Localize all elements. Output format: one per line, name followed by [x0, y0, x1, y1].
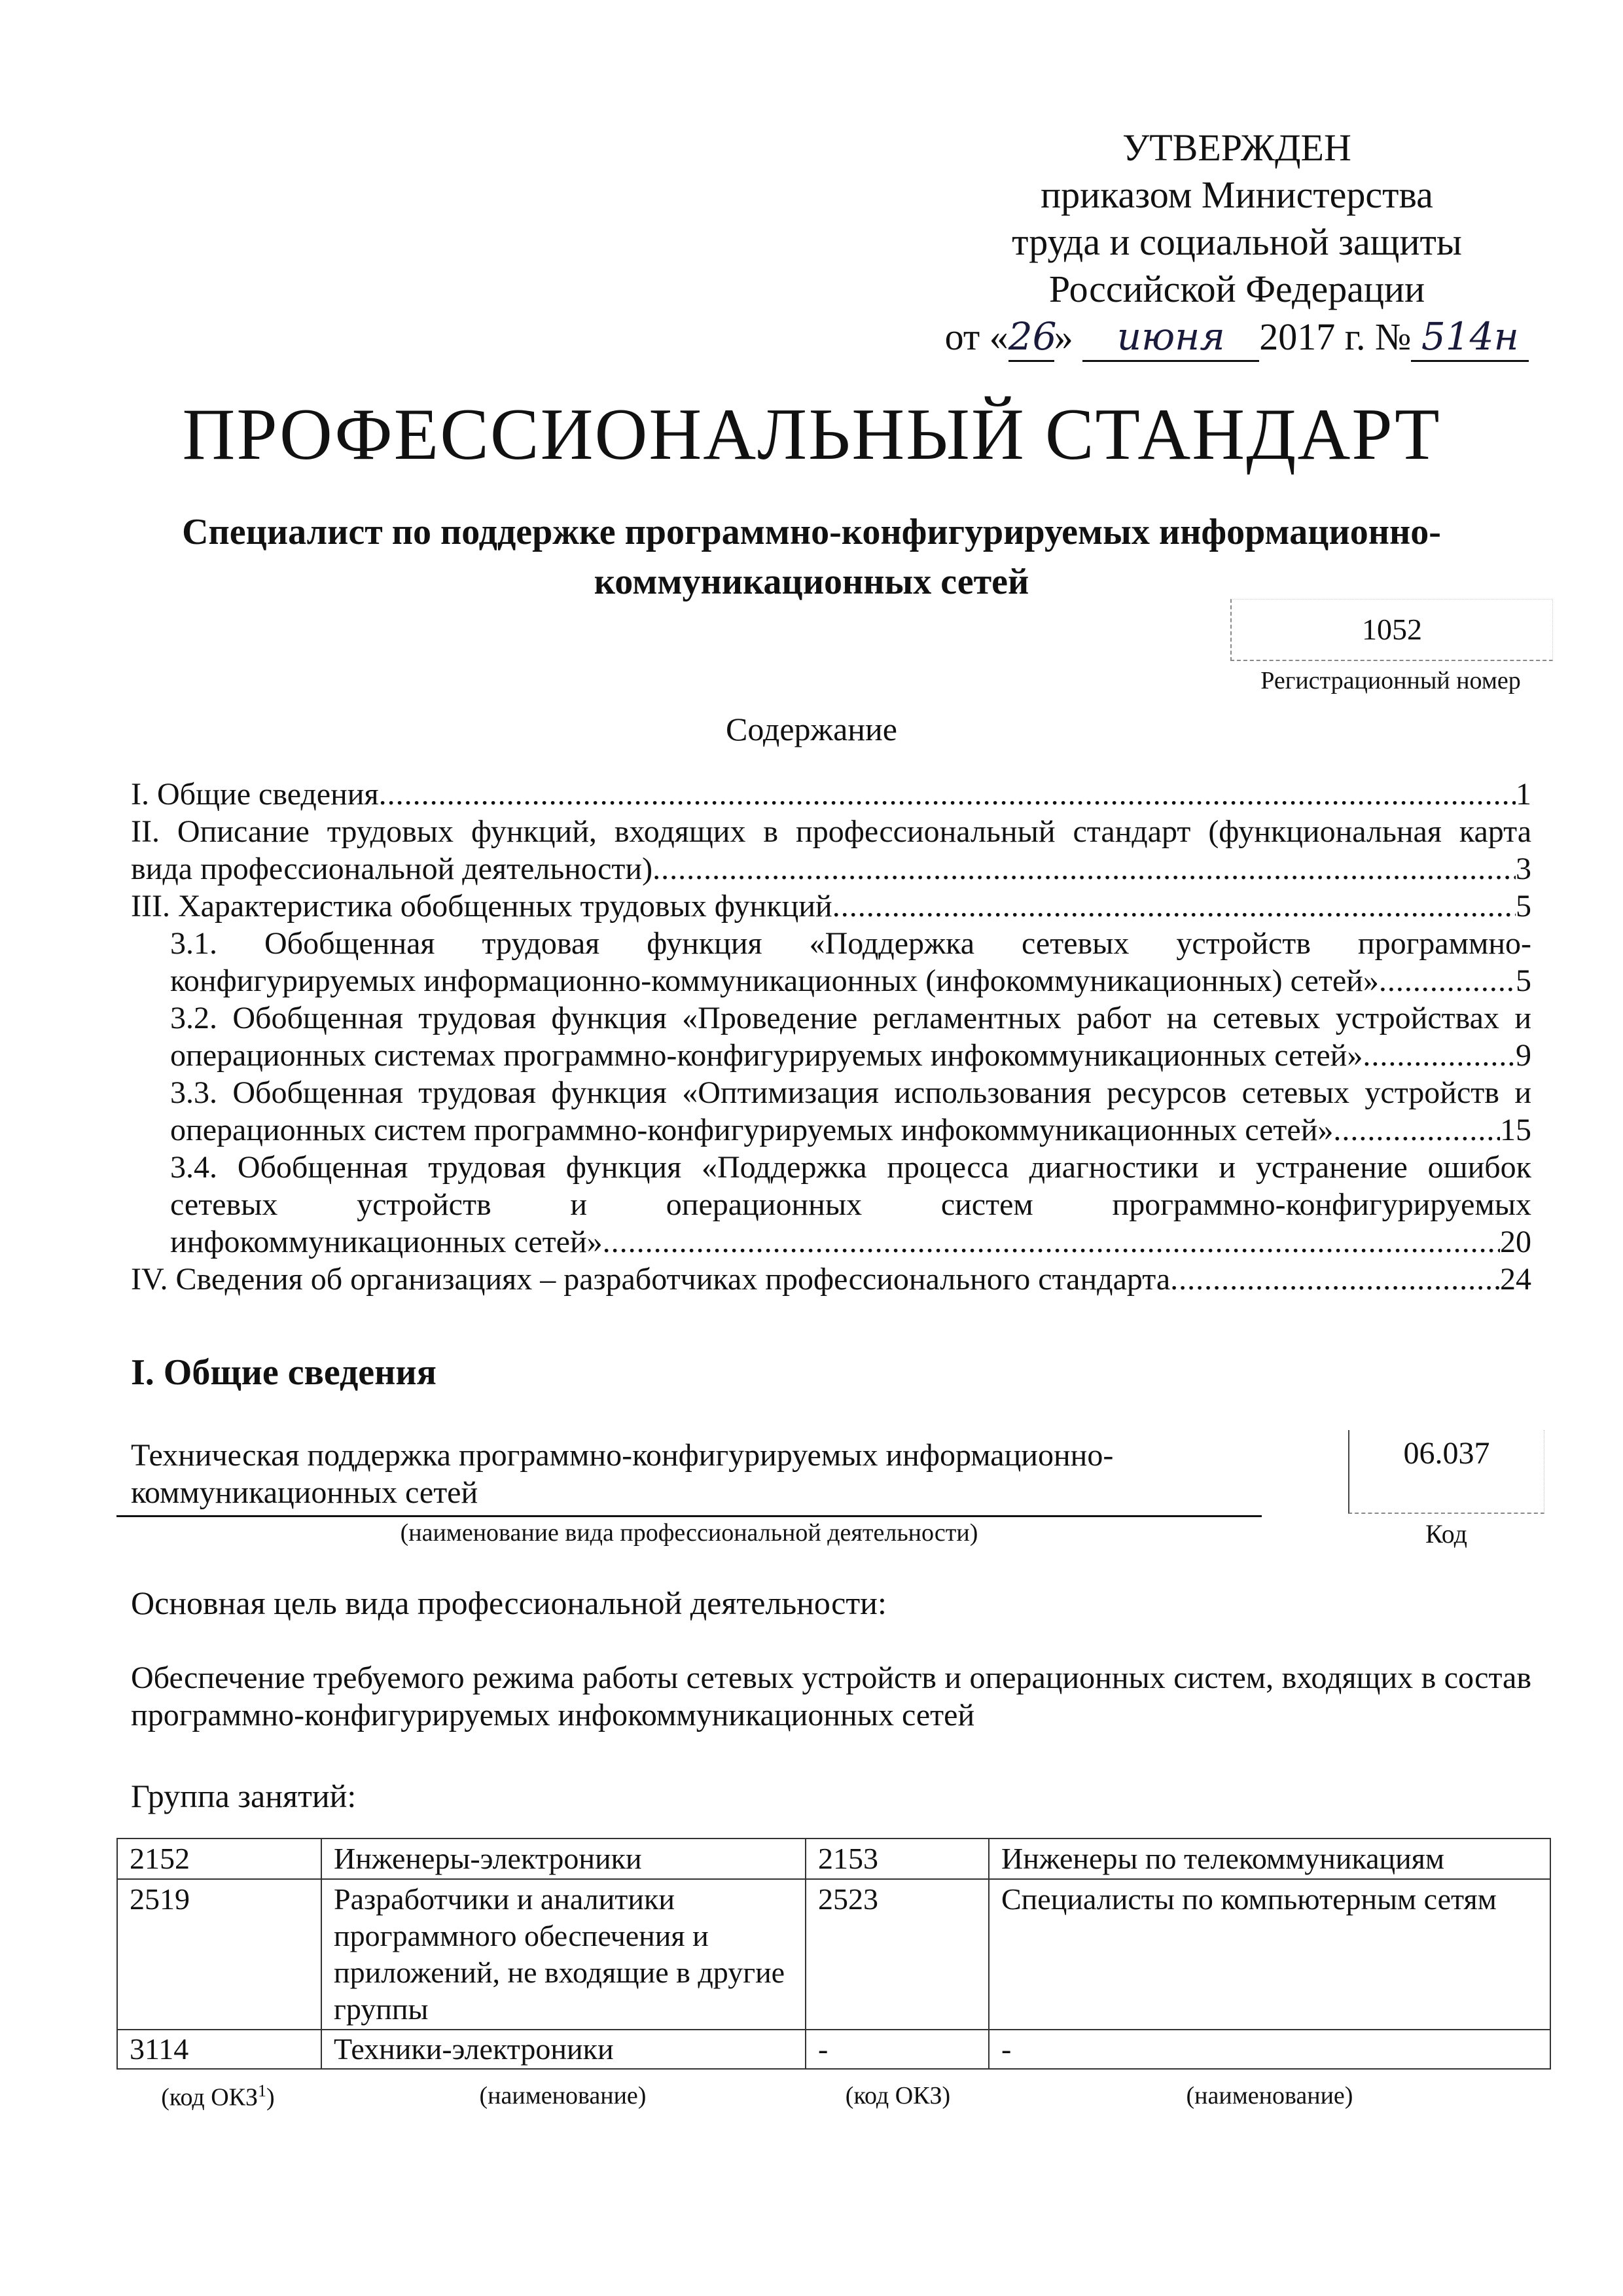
date-prefix: от « — [944, 315, 1008, 358]
toc-item-text-start: 3.2. Обобщенная трудовая функция «Проведение регламентных работ на сетевых устройствах и — [170, 1001, 1531, 1035]
occupation-groups-table — [116, 1838, 1551, 2070]
approval-line1: УТВЕРЖДЕН — [1122, 126, 1351, 169]
table-of-contents — [131, 776, 1531, 1298]
document-subtitle: Специалист по поддержке программно-конфигурируемых информационно-коммуникационных сетей — [182, 512, 1441, 602]
toc-item-text-start: 3.1. Обобщенная трудовая функция «Поддержка сетевых устройств программно- — [170, 926, 1531, 961]
approval-block — [903, 124, 1571, 362]
okz-code-cell: 2153 — [806, 1839, 989, 1879]
okz-code-cell: 2152 — [117, 1839, 321, 1879]
okz-code-cell: 2523 — [806, 1879, 989, 2030]
goal-text: Обеспечение требуемого режима работы сетевых устройств и операционных систем, входящих в состав программно-конфигурируемых инфокоммуникационных сетей — [131, 1660, 1531, 1732]
okz-name-cell: - — [989, 2030, 1550, 2069]
activity-code-box: 06.037 — [1348, 1430, 1544, 1514]
toc-item[interactable] — [131, 888, 1531, 925]
toc-item-page: 3 — [1516, 852, 1531, 886]
toc-item-text-start: II. Описание трудовых функций, входящих в профессиональный стандарт (функциональная карта — [131, 814, 1531, 849]
toc-item[interactable] — [131, 1149, 1531, 1261]
okz-code-cell: 2519 — [117, 1879, 321, 2030]
toc-item[interactable] — [131, 999, 1531, 1074]
document-title: ПРОФЕССИОНАЛЬНЫЙ СТАНДАРТ — [182, 394, 1441, 475]
toc-item-text: вида профессиональной деятельности) — [131, 852, 653, 886]
okz-name-cell: Разработчики и аналитики программного обеспечения и приложений, не входящие в другие группы — [321, 1879, 806, 2030]
okz-code-caption: (код ОКЗ) — [845, 2082, 951, 2109]
goal-label: Основная цель вида профессиональной деятельности: — [131, 1585, 887, 1621]
okz-name-cell: Техники-электроники — [321, 2030, 806, 2069]
table-row — [117, 1839, 1550, 1879]
activity-code-label: Код — [1425, 1519, 1467, 1549]
section-heading: I. Общие сведения — [131, 1352, 437, 1393]
table-row — [117, 1879, 1550, 2030]
toc-item-page: 1 — [1516, 777, 1531, 812]
toc-item-text: конфигурируемых информационно-коммуникационных (инфокоммуникационных) сетей» — [170, 963, 1379, 998]
toc-item-text: IV. Сведения об организациях – разработчиках профессионального стандарта — [131, 1262, 1171, 1297]
approval-line2: приказом Министерства — [1041, 173, 1433, 216]
footnote-mark[interactable]: 1 — [258, 2081, 267, 2100]
okz-name-caption: (наименование) — [1186, 2082, 1353, 2109]
registration-number-label: Регистрационный номер — [1260, 667, 1521, 694]
order-number: 514н — [1411, 313, 1529, 362]
registration-number-box: 1052 — [1230, 599, 1553, 661]
okz-name-caption: (наименование) — [479, 2082, 647, 2109]
toc-item[interactable] — [131, 1074, 1531, 1149]
okz-code-cell: 3114 — [117, 2030, 321, 2069]
activity-underline — [116, 1515, 1262, 1517]
okz-code-caption: (код ОКЗ$^1$) — [161, 2081, 275, 2111]
okz-name-cell: Инженеры-электроники — [321, 1839, 806, 1879]
toc-item-page: 20 — [1500, 1225, 1531, 1259]
toc-title: Содержание — [726, 711, 897, 747]
approval-line3: труда и социальной защиты — [1012, 221, 1462, 263]
toc-item-text: операционных систем программно-конфигурируемых инфокоммуникационных сетей» — [170, 1113, 1334, 1147]
toc-item-text: инфокоммуникационных сетей» — [170, 1225, 603, 1259]
toc-item[interactable] — [131, 776, 1531, 813]
okz-name-cell: Инженеры по телекоммуникациям — [989, 1839, 1550, 1879]
approval-date-line — [903, 313, 1571, 362]
toc-item-text: III. Характеристика обобщенных трудовых функций — [131, 889, 832, 924]
toc-item-text-middle: сетевых устройств и операционных систем программно-конфигурируемых — [170, 1187, 1531, 1222]
toc-item-page: 15 — [1500, 1113, 1531, 1147]
okz-code-cell: - — [806, 2030, 989, 2069]
toc-item[interactable] — [131, 1261, 1531, 1298]
toc-item-page: 5 — [1516, 963, 1531, 998]
occupation-group-label: Группа занятий: — [131, 1778, 357, 1814]
table-row — [117, 2030, 1550, 2069]
date-day: 26 — [1008, 313, 1054, 362]
toc-item[interactable] — [131, 925, 1531, 999]
toc-item-page: 24 — [1500, 1262, 1531, 1297]
date-month: июня — [1082, 313, 1259, 362]
toc-item-text: операционных системах программно-конфигурируемых инфокоммуникационных сетей» — [170, 1038, 1363, 1073]
toc-item-text-start: 3.4. Обобщенная трудовая функция «Поддержка процесса диагностики и устранение ошибок — [170, 1150, 1531, 1185]
toc-item-text-start: 3.3. Обобщенная трудовая функция «Оптимизация использования ресурсов сетевых устройств и — [170, 1075, 1531, 1110]
toc-item[interactable] — [131, 813, 1531, 888]
toc-item-page: 9 — [1516, 1038, 1531, 1073]
toc-item-text: I. Общие сведения — [131, 777, 379, 812]
activity-name: Техническая поддержка программно-конфигурируемых информационно-коммуникационных сетей — [131, 1438, 1114, 1510]
toc-item-page: 5 — [1516, 889, 1531, 924]
date-mid: » — [1054, 315, 1073, 358]
activity-caption: (наименование вида профессиональной деятельности) — [400, 1519, 978, 1547]
okz-name-cell: Специалисты по компьютерным сетям — [989, 1879, 1550, 2030]
approval-line4: Российской Федерации — [1048, 268, 1425, 310]
date-year: 2017 г. № — [1259, 315, 1412, 358]
